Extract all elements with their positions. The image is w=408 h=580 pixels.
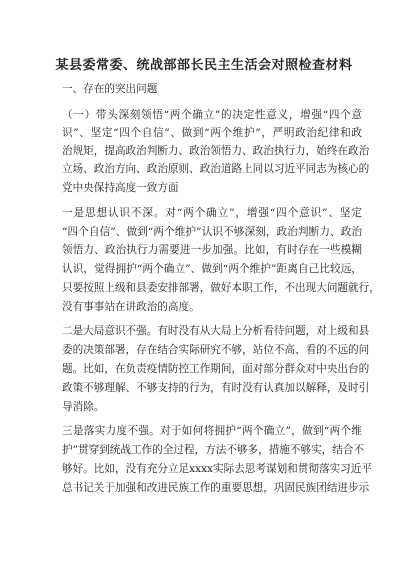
text-line: 治规矩，提高政治判断力、政治领悟力、政治执行力，始终在政治 <box>62 145 370 157</box>
text-line: 题。比如，在负责疫情防控工作期间，面对部分群众对中央出台的 <box>62 363 370 375</box>
text-line: 二是大局意识不强。有时没有从大局上分析看待问题，对上级和县 <box>62 325 370 337</box>
text-line: 三是落实力度不强。对于如何将拥护“两个确立”，做到“两个维 <box>62 425 362 437</box>
text-line: （一）带头深刻领悟“两个确立”的决定性意义，增强“四个意 <box>62 109 362 121</box>
text-line: 一是思想认识不深。对“两个确立”，增强“四个意识”、坚定 <box>62 207 362 219</box>
text-line: 只要按照上级和县委安排部署，做好本职工作，不出现大问题就行， <box>62 282 380 294</box>
text-line: 认识，觉得拥护“两个确立”、做到“两个维护”距离自己比较远， <box>62 263 362 275</box>
document-title: 某县委常委、统战部部长民主生活会对照检查材料 <box>55 58 353 73</box>
text-line: 护”贯穿到统战工作的全过程，方法不够多，措施不够实，结合不 <box>62 444 365 456</box>
text-line: 没有事事站在讲政治的高度。 <box>62 301 200 313</box>
text-line: 领悟力、政治执行力需要进一步加强。比如，有时存在一些模糊 <box>62 244 362 256</box>
text-line: 识”、坚定“四个自信”、做到“两个维护”，严明政治纪律和政 <box>62 127 362 139</box>
text-line: 够好。比如，没有充分立足xxxx实际去思考谋划和贯彻落实习近平 <box>62 463 372 475</box>
text-line: 委的决策部署，存在结合实际研究不够，站位不高、看的不远的问 <box>62 344 370 356</box>
text-line: 政策不够理解、不够支持的行为，有时没有认真加以解释，及时引 <box>62 382 370 394</box>
text-line: 党中央保持高度一致方面 <box>62 182 179 194</box>
text-line: “四个自信”、做到“两个维护”认识不够深刻，政治判断力、政治 <box>62 226 362 238</box>
text-line: 立场、政治方向、政治原则、政治道路上同以习近平同志为核心的 <box>62 163 370 175</box>
text-line: 导消除。 <box>62 401 105 413</box>
section-heading: 一、存在的突出问题 <box>62 83 158 95</box>
text-line: 总书记关于加强和改进民族工作的重要思想，巩固民族团结进步示 <box>62 482 370 494</box>
